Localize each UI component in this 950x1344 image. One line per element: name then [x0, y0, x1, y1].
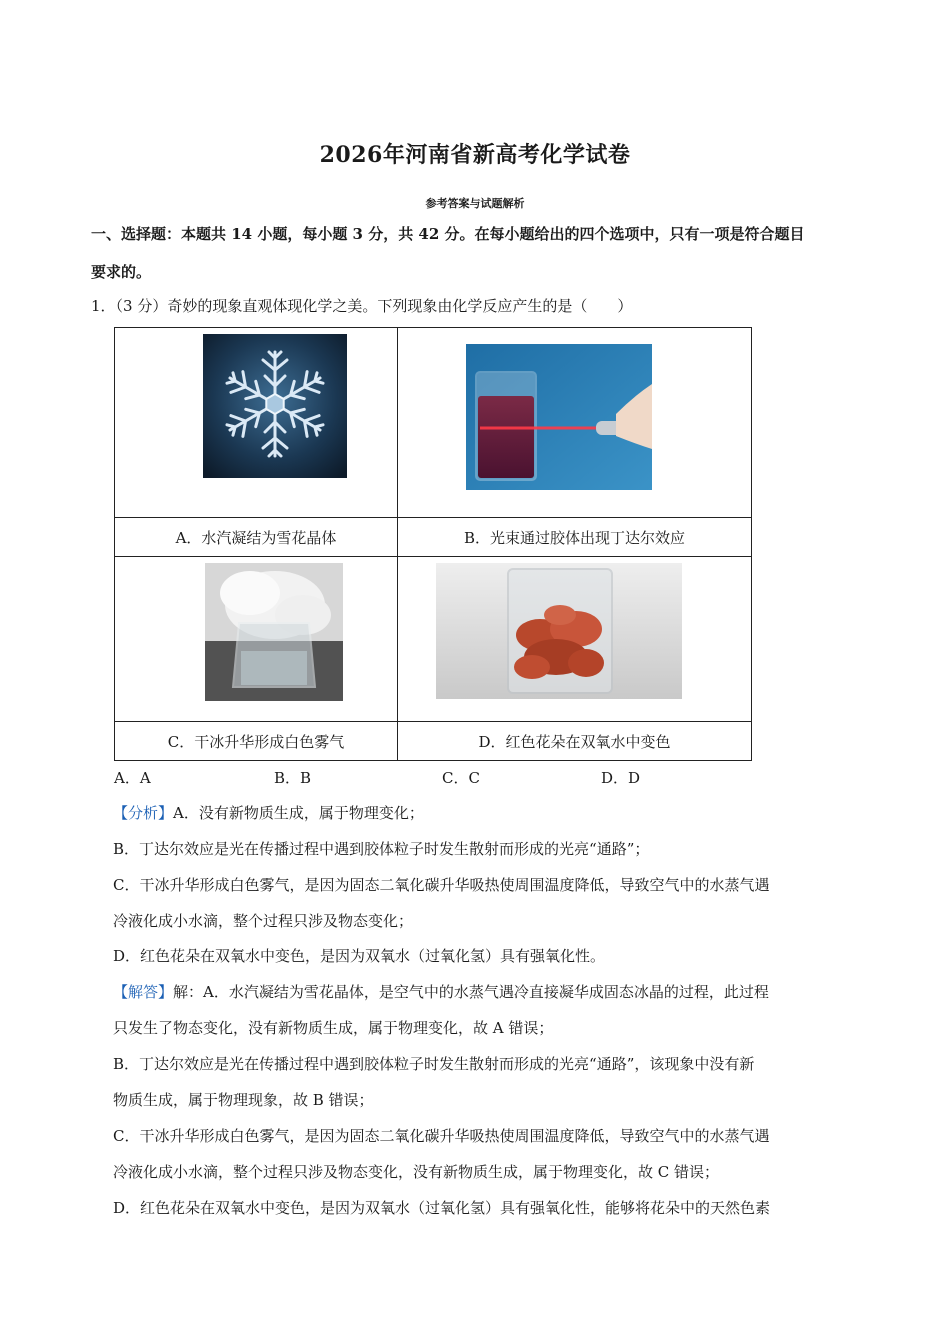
- analysis-line-4: 冷液化成小水滴，整个过程只涉及物态变化；: [113, 912, 414, 930]
- choice-c[interactable]: C．C: [442, 769, 480, 787]
- section-heading-line-1: 一、选择题：本题共 14 小题，每小题 3 分，共 42 分。在每小题给出的四个选项中，只有一项是符合题目: [91, 225, 805, 243]
- answer-line-2: 只发生了物态变化，没有新物质生成，属于物理变化，故 A 错误；: [113, 1019, 554, 1037]
- analysis-text-1: A．没有新物质生成，属于物理变化；: [173, 804, 424, 822]
- analysis-line-3: C．干冰升华形成白色雾气，是因为固态二氧化碳升华吸热使周围温度降低，导致空气中的水蒸气遇: [113, 876, 770, 894]
- answer-line-6: 冷液化成小水滴，整个过程只涉及物态变化，没有新物质生成，属于物理变化，故 C 错误；: [113, 1163, 720, 1181]
- analysis-line-5: D．红色花朵在双氧水中变色，是因为双氧水（过氧化氢）具有强氧化性。: [113, 947, 606, 965]
- options-table: [114, 327, 752, 761]
- dry-ice-fog-image: [205, 563, 343, 701]
- analysis-line-2: B．丁达尔效应是光在传播过程中遇到胶体粒子时发生散射而形成的光亮“通路”；: [113, 840, 650, 858]
- page-subtitle: 参考答案与试题解析: [425, 197, 525, 210]
- tyndall-effect-image: [466, 344, 652, 490]
- choice-d[interactable]: D．D: [601, 769, 641, 787]
- option-d-image-cell: [397, 557, 751, 722]
- choice-b[interactable]: B．B: [274, 769, 312, 787]
- red-flower-beaker-image: [436, 563, 682, 699]
- snowflake-image: [203, 334, 347, 478]
- answer-line-7: D．红色花朵在双氧水中变色，是因为双氧水（过氧化氢）具有强氧化性，能够将花朵中的天然色素: [113, 1199, 771, 1217]
- option-d-caption: D．红色花朵在双氧水中变色: [397, 722, 751, 761]
- answer-line-1: [113, 981, 863, 1003]
- option-c-image-cell: [115, 557, 398, 722]
- option-b-caption: B．光束通过胶体出现丁达尔效应: [397, 518, 751, 557]
- answer-line-4: 物质生成，属于物理现象，故 B 错误；: [113, 1091, 374, 1109]
- answer-tag: 【解答】: [113, 983, 174, 1001]
- option-a-caption: A．水汽凝结为雪花晶体: [115, 518, 398, 557]
- option-c-caption: C．干冰升华形成白色雾气: [115, 722, 398, 761]
- option-b-image-cell: [397, 328, 751, 518]
- question-stem: 1．（3 分）奇妙的现象直观体现化学之美。下列现象由化学反应产生的是（ ）: [91, 297, 633, 315]
- page-title: 2026年河南省新高考化学试卷: [319, 142, 631, 168]
- answer-line-3: B．丁达尔效应是光在传播过程中遇到胶体粒子时发生散射而形成的光亮“通路”，该现象中没有新: [113, 1055, 755, 1073]
- section-heading-line-2: 要求的。: [91, 263, 152, 281]
- analysis-line-1: [113, 802, 863, 824]
- analysis-tag: 【分析】: [113, 804, 174, 822]
- answer-line-5: C．干冰升华形成白色雾气，是因为固态二氧化碳升华吸热使周围温度降低，导致空气中的水蒸气遇: [113, 1127, 770, 1145]
- option-a-image-cell: [115, 328, 398, 518]
- choice-a[interactable]: A．A: [114, 769, 151, 787]
- answer-text-1: 解：A．水汽凝结为雪花晶体，是空气中的水蒸气遇冷直接凝华成固态冰晶的过程，此过程: [173, 983, 769, 1001]
